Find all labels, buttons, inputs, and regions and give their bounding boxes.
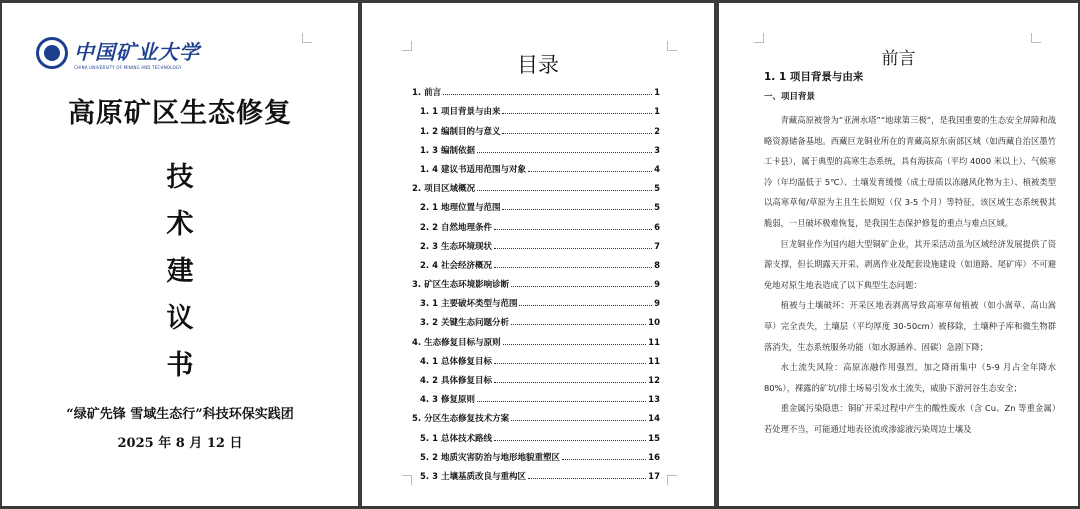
subtitle-char: 议 xyxy=(166,303,194,334)
toc-entry-label: 5. 2 地质灾害防治与地形地貌重塑区 xyxy=(420,452,560,463)
toc-entry[interactable] xyxy=(412,463,660,482)
margin-mark xyxy=(1031,33,1041,43)
university-logo xyxy=(36,36,200,70)
toc-entry-page: 13 xyxy=(648,395,660,406)
toc-entry-label: 1. 3 编制依据 xyxy=(420,145,475,156)
section-heading: 1. 1 项目背景与由来 xyxy=(764,71,864,83)
toc-entry-label: 2. 项目区域概况 xyxy=(412,184,476,195)
toc-title: 目录 xyxy=(517,53,559,77)
toc-leader-dots xyxy=(494,440,646,441)
toc-leader-dots xyxy=(494,248,652,249)
toc-entry[interactable] xyxy=(412,79,660,98)
toc-leader-dots xyxy=(494,363,646,364)
toc-entry[interactable] xyxy=(412,213,660,232)
toc-entry-page: 15 xyxy=(648,433,660,444)
toc-leader-dots xyxy=(443,94,652,95)
toc-leader-dots xyxy=(519,305,652,306)
toc-entry[interactable] xyxy=(412,233,660,252)
cover-date: 2025 年 8 月 12 日 xyxy=(117,436,243,451)
toc-leader-dots xyxy=(511,420,646,421)
toc-entry-label: 1. 前言 xyxy=(412,88,442,99)
toc-entry-page: 16 xyxy=(648,452,660,463)
toc-entry-label: 2. 2 自然地理条件 xyxy=(420,222,492,233)
toc-leader-dots xyxy=(511,324,646,325)
toc-entry-page: 1 xyxy=(654,107,660,118)
toc-leader-dots xyxy=(494,267,652,268)
cover-title: 高原矿区生态修复 xyxy=(68,98,292,129)
toc-entry-page: 12 xyxy=(648,376,660,386)
toc-entry-page: 8 xyxy=(654,260,660,271)
toc-leader-dots xyxy=(511,286,652,287)
toc-leader-dots xyxy=(502,133,652,134)
toc-entry[interactable] xyxy=(412,98,660,117)
toc-entry-label: 4. 1 总体修复目标 xyxy=(420,356,492,367)
toc-leader-dots xyxy=(528,171,652,172)
toc-entry-label: 4. 3 修复原则 xyxy=(420,395,475,406)
toc-entry-page: 6 xyxy=(654,222,660,233)
toc-leader-dots xyxy=(502,113,652,114)
toc-entry-page: 14 xyxy=(648,414,660,425)
team-name: “绿矿先锋 雪域生态行”科技环保实践团 xyxy=(66,407,294,422)
toc-entry-label: 1. 2 编制目的与意义 xyxy=(420,126,501,137)
subtitle-char: 书 xyxy=(166,350,194,381)
toc-entry-page: 9 xyxy=(654,280,660,291)
toc-entry-label: 2. 3 生态环境现状 xyxy=(420,241,492,252)
toc-entry[interactable] xyxy=(412,137,660,156)
toc-entry[interactable] xyxy=(412,175,660,194)
paragraph: 重金属污染隐患：铜矿开采过程中产生的酸性废水（含 Cu、Zn 等重金属）若处理不当，可能通过地表径流或渗滤液污染周边土壤及 xyxy=(764,403,1056,434)
toc-entry-label: 5. 1 总体技术路线 xyxy=(420,433,492,444)
toc-entry-label: 4. 2 具体修复目标 xyxy=(420,376,492,386)
paragraph: 水土流失风险：高原冻融作用强烈，加之降雨集中（5-9 月占全年降水 80%），裸露的矿坑/排土场易引发水土流失，威胁下游河谷生态安全； xyxy=(764,362,1056,393)
toc-entry[interactable] xyxy=(412,290,660,309)
toc-page xyxy=(362,3,714,506)
margin-mark xyxy=(302,33,312,43)
toc-entry-page: 7 xyxy=(654,241,660,252)
toc-leader-dots xyxy=(477,152,652,153)
toc-leader-dots xyxy=(562,459,646,460)
margin-mark xyxy=(667,475,677,485)
toc-leader-dots xyxy=(477,190,652,191)
toc-leader-dots xyxy=(494,382,646,383)
toc-leader-dots xyxy=(477,401,646,402)
subtitle-char: 建 xyxy=(166,256,194,287)
margin-mark xyxy=(754,33,764,43)
toc-entry-label: 1. 4 建议书适用范围与对象 xyxy=(420,164,526,175)
toc-entry-label: 5. 3 土壤基质改良与重构区 xyxy=(420,471,526,482)
toc-entry[interactable] xyxy=(412,252,660,271)
toc-entry-page: 5 xyxy=(654,203,660,214)
paragraph: 植被与土壤破坏：开采区地表剥离导致高寒草甸植被（如小嵩草、高山嵩草）完全丧失，土壤层（平均厚度 30-50cm）被移除，土壤种子库和微生物群落消失，生态系统服务功能（如水源涵养、固碳）急剧下降； xyxy=(764,300,1056,352)
toc-entry-page: 10 xyxy=(648,318,660,329)
subsection-heading: 一、项目背景 xyxy=(764,92,816,102)
toc-entry[interactable] xyxy=(412,386,660,405)
toc-entry-page: 3 xyxy=(654,145,660,156)
toc-entry[interactable] xyxy=(412,194,660,213)
margin-mark xyxy=(402,475,412,485)
toc-entry-label: 3. 1 主要破坏类型与范围 xyxy=(420,299,518,310)
toc-entry-page: 1 xyxy=(654,88,660,99)
cover-page xyxy=(2,3,358,506)
university-seal-icon xyxy=(36,37,68,69)
paragraph: 巨龙铜业作为国内超大型铜矿企业，其开采活动虽为区域经济发展提供了资源支撑，但长期露天开采、剥离作业及配套设施建设（如道路、尾矿库）不可避免地对原生地表造成了以下典型生态问题： xyxy=(764,238,1056,290)
toc-leader-dots xyxy=(503,344,647,345)
toc-entry-page: 11 xyxy=(648,356,660,367)
toc-entry-label: 5. 分区生态修复技术方案 xyxy=(412,414,510,425)
toc-entry[interactable] xyxy=(412,367,660,386)
toc-entry-page: 11 xyxy=(648,337,660,348)
preface-page xyxy=(719,3,1078,506)
toc-entry-page: 9 xyxy=(654,299,660,310)
toc-entry[interactable] xyxy=(412,405,660,424)
toc-leader-dots xyxy=(528,478,646,479)
toc-entry[interactable] xyxy=(412,309,660,328)
toc-entry[interactable] xyxy=(412,444,660,463)
toc-entry-label: 2. 4 社会经济概况 xyxy=(420,260,492,271)
university-name-cn: 中国矿业大学 xyxy=(74,40,200,64)
toc-list xyxy=(412,79,660,482)
toc-entry[interactable] xyxy=(412,328,660,347)
toc-leader-dots xyxy=(502,209,652,210)
subtitle-char: 技 xyxy=(166,162,194,193)
toc-entry-page: 5 xyxy=(654,184,660,195)
toc-entry-page: 4 xyxy=(654,164,660,175)
toc-leader-dots xyxy=(494,229,652,230)
toc-entry[interactable] xyxy=(412,424,660,443)
preface-title: 前言 xyxy=(881,49,916,69)
paragraph: 青藏高原被誉为“亚洲水塔”“地球第三极”，是我国重要的生态安全屏障和战略资源储备基地。西藏巨龙铜业所在的青藏高原东南部区域（如西藏自治区墨竹工卡县），属于典型的高寒生态系统，具有海拔高（平均 4000 米以上）、气候寒冷（年均温低于 5℃）、土壤发育缓慢（成土母质以冻融风化物为主）、植被类型以高寒草甸/草原为主且生长期短（仅 3-5 个月）等特征，该区域生态系统极其脆弱，一旦破坏极难恢复，是我国生态保护修复的重点与难点区域。 xyxy=(764,115,1056,228)
toc-entry-label: 2. 1 地理位置与范围 xyxy=(420,203,501,214)
toc-entry-label: 1. 1 项目背景与由来 xyxy=(420,107,501,118)
toc-entry[interactable] xyxy=(412,156,660,175)
toc-entry-label: 4. 生态修复目标与原则 xyxy=(412,337,501,348)
toc-entry[interactable] xyxy=(412,117,660,136)
toc-entry-page: 17 xyxy=(648,471,660,482)
toc-entry[interactable] xyxy=(412,348,660,367)
subtitle-char: 术 xyxy=(166,209,194,240)
university-name-en: CHINA UNIVERSITY OF MINING AND TECHNOLOGY xyxy=(74,65,182,70)
toc-entry-page: 2 xyxy=(654,126,660,137)
toc-entry[interactable] xyxy=(412,271,660,290)
toc-entry-label: 3. 矿区生态环境影响诊断 xyxy=(412,280,510,291)
toc-entry-label: 3. 2 关键生态问题分析 xyxy=(420,318,509,329)
